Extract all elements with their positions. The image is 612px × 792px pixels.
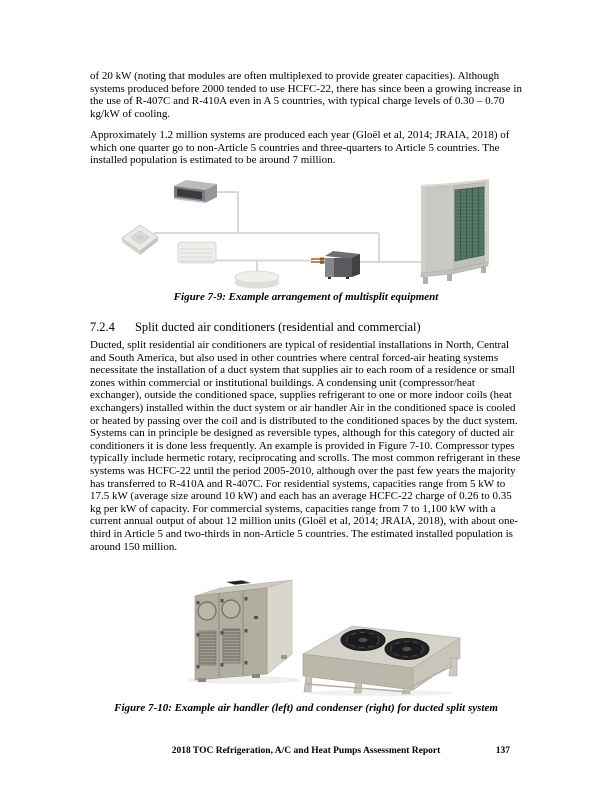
section-heading: [90, 320, 524, 334]
figure-7-10-caption: Figure 7-10: Example air handler (left) and condenser (right) for ducted split system: [114, 702, 498, 714]
paragraph-3: Ducted, split residential air conditioners are typical of residential installations in North, Central and South America, but also used in other countries where central forced-air heating systems necessitate the installation of a duct system that supplies air to each room of a residence or small zones within commercial or institutional buildings. A condensing unit (compressor/heat exchanger), outside the conditioned space, supplies refrigerant to one or more indoor coils (heat exchangers) installed within the duct system or air handler Air in the conditioned space is cooled or heated by passing over the coil and is distributed to the conditioned spaces by the duct system. Systems can in principle be designed as reversible types, although for this category of ducted air conditioners it is done less frequently. An example is provided in Figure 7-10. Compressor types typically include hermetic rotary, reciprocating and scrolls. The most common refrigerant in these systems was HCFC-22 until the period 2005-2010, although over the past few years the majority has transferred to R-410A and R-407C. For residential systems, capacities range from 5 kW to 17.5 kW (average size around 10 kW) and each has an average HCFC-22 charge of 0.26 to 0.35 kg per kW of capacity. For commercial systems, capacities range from 7 to 1,100 kW with a current annual output of about 12 million units (Gloël et al, 2014; JRAIA, 2018), with about one-third in Article 5 and two-thirds in non-Article 5 countries. The estimated installed population is around 150 million.: [90, 339, 521, 553]
figure-7-9-caption: Figure 7-9: Example arrangement of multisplit equipment: [173, 291, 439, 303]
footer-page-number: 137: [495, 746, 510, 756]
section-number: 7.2.4: [90, 320, 115, 334]
ceiling-ducted-unit-graphic: [174, 180, 217, 203]
section-title: Split ducted air conditioners (residential and commercial): [135, 320, 421, 334]
concealed-duct-unit-graphic: [325, 251, 360, 279]
multisplit-diagram-graphic: [118, 176, 490, 290]
copper-pipes-graphic: [311, 258, 326, 264]
figure-7-9-diagram: [118, 176, 490, 290]
cassette-unit-graphic: [122, 225, 158, 255]
condenser-graphic: [303, 626, 460, 696]
paragraph-2: Approximately 1.2 million systems are produced each year (Gloël et al, 2014; JRAIA, 2018) of which one quarter go to non-Article 5 countries and three-quarters to Article 5 countries. The installed population is estimated to be around 7 million.: [90, 129, 510, 167]
outdoor-unit-graphic: [421, 179, 489, 284]
wall-unit-graphic: [178, 242, 216, 263]
condenser-fan-2: [385, 639, 429, 660]
air-handler-condenser-graphic: [180, 566, 480, 696]
round-ceiling-unit-graphic: [235, 271, 279, 289]
footer-report-title: 2018 TOC Refrigeration, A/C and Heat Pumps Assessment Report: [171, 746, 441, 756]
condenser-fan-1: [341, 630, 385, 651]
paragraph-1: of 20 kW (noting that modules are often multiplexed to provide greater capacities). Although systems produced before 2000 tended to use HCFC-22, there has since been a growing increase in the use of R-407C and R-410A even in A 5 countries, with typical charge levels of 0.30 – 0.70 kg/kW of cooling.: [90, 70, 522, 120]
figure-7-10-image: [180, 566, 480, 696]
air-handler-graphic: [188, 580, 300, 684]
